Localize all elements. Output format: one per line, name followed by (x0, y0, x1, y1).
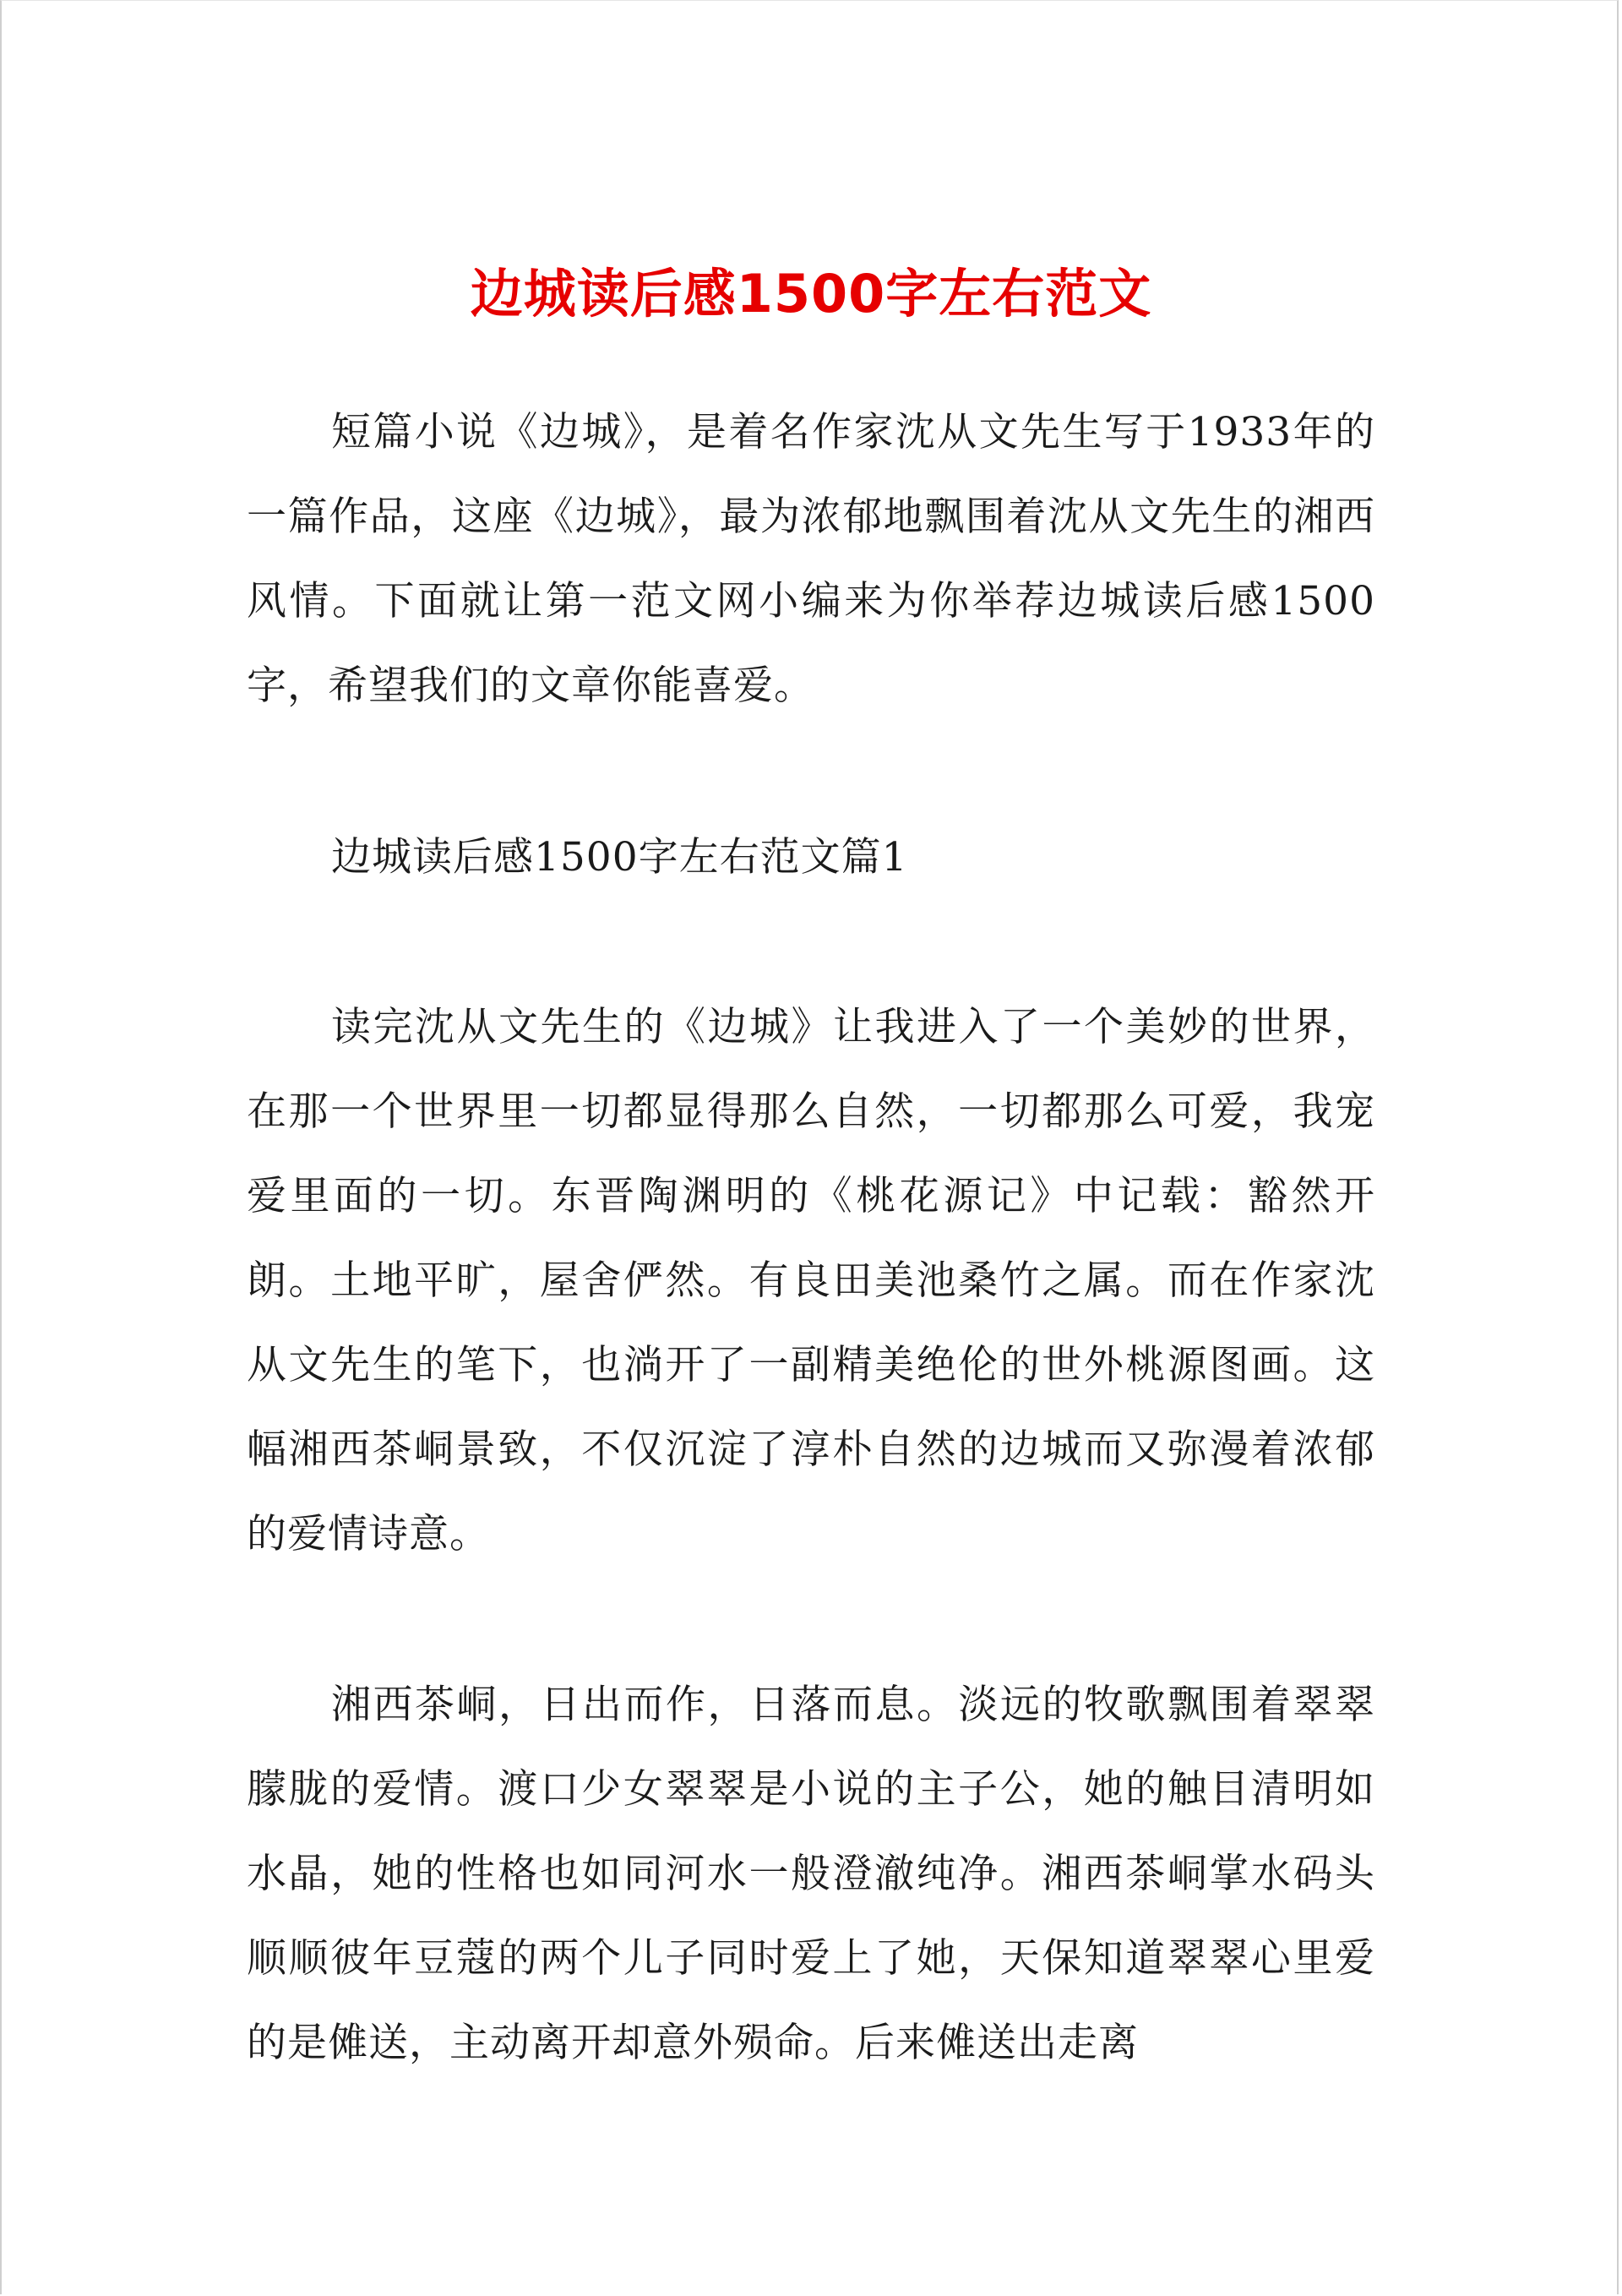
body-paragraph: 读完沈从文先生的《边城》让我进入了一个美妙的世界，在那一个世界里一切都显得那么自然，一切都那么可爱，我宠爱里面的一切。东晋陶渊明的《桃花源记》中记载：豁然开朗。土地平旷，屋舍俨然。有良田美池桑竹之属。而在作家沈从文先生的笔下，也淌开了一副精美绝伦的世外桃源图画。这幅湘西茶峒景致，不仅沉淀了淳朴自然的边城而又弥漫着浓郁的爱情诗意。 (247, 1004, 1375, 1557)
intro-paragraph: 短篇小说《边城》，是着名作家沈从文先生写于1933年的一篇作品，这座《边城》，最为浓郁地飘围着沈从文先生的湘西风情。下面就让第一范文网小编来为你举荐边城读后感1500字，希望我们的文章你能喜爱。 (247, 409, 1375, 709)
document-title: 边城读后感1500字左右范文 (470, 263, 1152, 324)
body-paragraph: 湘西茶峒，日出而作，日落而息。淡远的牧歌飘围着翠翠朦胧的爱情。渡口少女翠翠是小说的主子公，她的触目清明如水晶，她的性格也如同河水一般澄澈纯净。湘西茶峒掌水码头顺顺彼年豆蔻的两个儿子同时爱上了她，天保知道翠翠心里爱的是傩送，主动离开却意外殒命。后来傩送出走离 (247, 1682, 1375, 2066)
section-heading: 边城读后感1500字左右范文篇1 (331, 834, 908, 881)
